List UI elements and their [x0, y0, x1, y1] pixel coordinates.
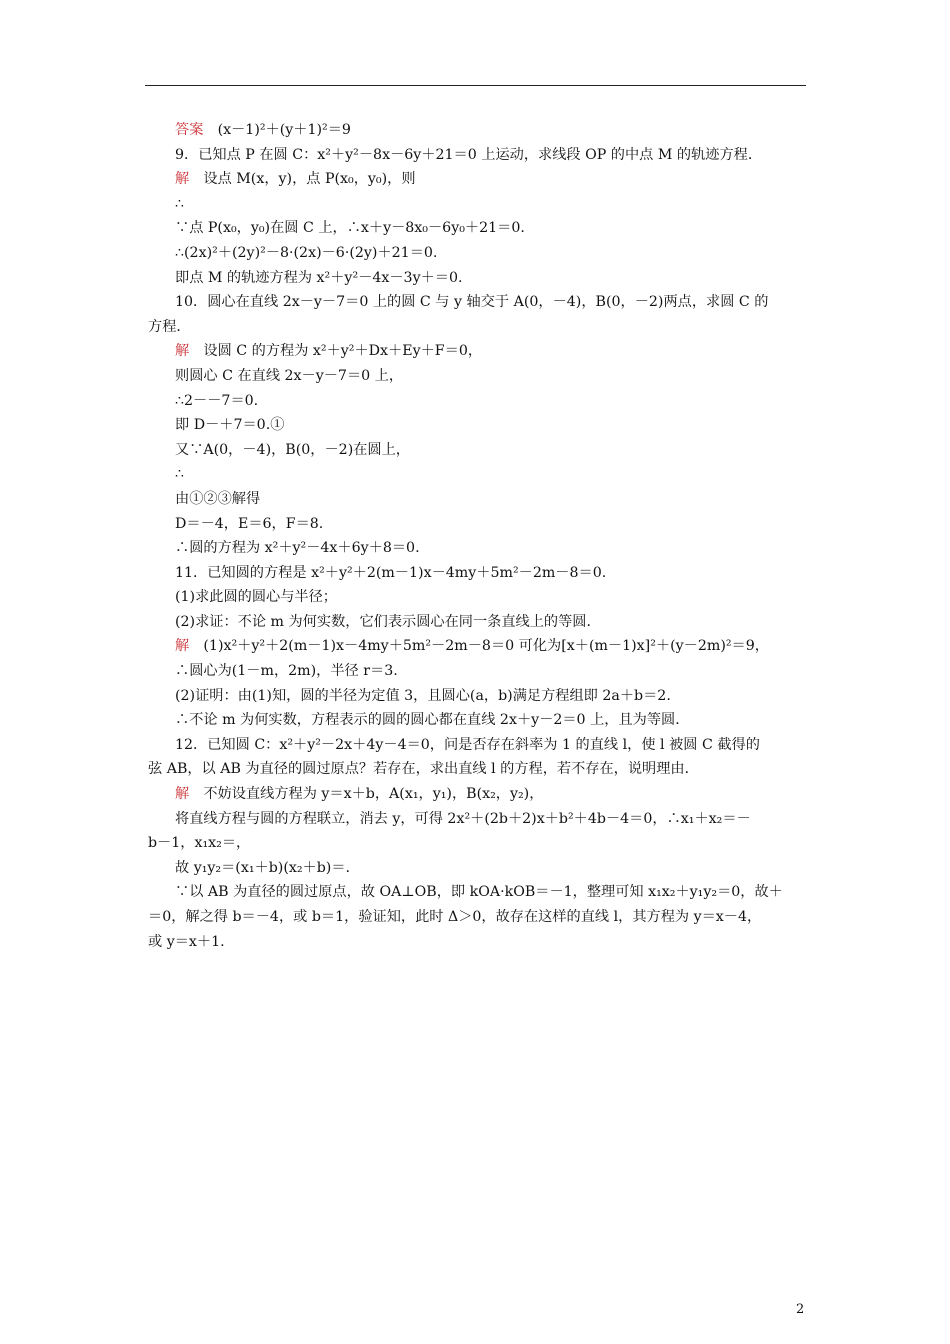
line-text: 9．已知点 P 在圆 C：x²＋y²－8x－6y＋21＝0 上运动，求线段 OP 的中点 M 的轨迹方程． [175, 146, 763, 163]
text-line [148, 634, 808, 659]
text-line [148, 610, 808, 635]
solution-label: 解 [175, 171, 190, 188]
line-text: 不妨设直线方程为 y＝x＋b，A(x₁，y₁)，B(x₂，y₂)， [189, 786, 544, 803]
line-text: (2)证明：由(1)知，圆的半径为定值 3，且圆心(a，b)满足方程组即 2a＋b＝2. [175, 687, 671, 704]
line-text: ∴(2x)²＋(2y)²－8·(2x)－6·(2y)＋21＝0. [175, 244, 438, 261]
line-text: ∵点 P(x₀，y₀)在圆 C 上，∴x＋y－8x₀－6y₀＋21＝0. [175, 220, 525, 237]
text-line [148, 266, 808, 291]
text-line [148, 684, 808, 709]
line-text: b－1，x₁x₂＝， [148, 835, 251, 852]
text-line [148, 757, 808, 782]
line-text: 弦 AB，以 AB 为直径的圆过原点？若存在，求出直线 l 的方程，若不存在，说明理由． [148, 761, 699, 778]
line-text: ∴圆心为(1－m，2m)，半径 r＝3. [175, 663, 398, 680]
text-line [148, 413, 808, 438]
solution-label: 解 [175, 638, 190, 655]
line-text: 或 y＝x＋1. [148, 933, 225, 950]
line-text: 又∵A(0，－4)，B(0，－2)在圆上， [175, 441, 410, 458]
text-line [148, 241, 808, 266]
text-line [148, 364, 808, 389]
text-line [148, 315, 808, 340]
text-line [148, 880, 808, 905]
text-line [148, 143, 808, 168]
line-text: 11．已知圆的方程是 x²＋y²＋2(m－1)x－4my＋5m²－2m－8＝0. [175, 564, 607, 581]
line-text: 设圆 C 的方程为 x²＋y²＋Dx＋Ey＋F＝0， [189, 343, 483, 360]
text-line [148, 733, 808, 758]
line-text: ∴不论 m 为何实数，方程表示的圆的圆心都在直线 2x＋y－2＝0 上，且为等圆． [175, 712, 690, 729]
text-line [148, 708, 808, 733]
text-line [148, 512, 808, 537]
text-line [148, 438, 808, 463]
line-text: ∴2－－7＝0. [175, 392, 259, 409]
line-text: 故 y₁y₂＝(x₁＋b)(x₂＋b)＝. [175, 859, 351, 876]
text-line [148, 856, 808, 881]
text-line [148, 216, 808, 241]
line-text: 方程． [148, 318, 191, 335]
text-line [148, 389, 808, 414]
text-line [148, 930, 808, 955]
line-text: (2)求证：不论 m 为何实数，它们表示圆心在同一条直线上的等圆． [175, 613, 601, 630]
line-text: 设点 M(x，y)，点 P(x₀，y₀)，则 [189, 171, 416, 188]
line-text: 则圆心 C 在直线 2x－y－7＝0 上， [175, 367, 404, 384]
text-line [148, 118, 808, 143]
line-text: ∴ [175, 466, 185, 483]
line-text: ＝0，解之得 b＝－4，或 b＝1，验证知，此时 Δ＞0，故存在这样的直线 l，其方程为 y＝x－4， [148, 909, 762, 925]
text-line [148, 807, 808, 832]
line-text: ∵以 AB 为直径的圆过原点，故 OA⊥OB，即 kOA·kOB＝－1，整理可知 x₁x₂＋y₁y₂＝0，故＋ [175, 884, 783, 901]
line-text: 即 D－＋7＝0.① [175, 417, 285, 434]
text-line [148, 487, 808, 512]
solution-label: 解 [175, 343, 190, 360]
text-line [148, 192, 808, 217]
document-body [148, 118, 808, 954]
line-text: 即点 M 的轨迹方程为 x²＋y²－4x－3y＋＝0. [175, 269, 463, 286]
line-text: (1)求此圆的圆心与半径； [175, 589, 337, 606]
text-line [148, 536, 808, 561]
line-text: 10．圆心在直线 2x－y－7＝0 上的圆 C 与 y 轴交于 A(0，－4)，B(0，－2)两点，求圆 C 的 [175, 294, 769, 311]
line-text: (x－1)²＋(y＋1)²＝9 [203, 122, 351, 138]
text-line [148, 782, 808, 807]
text-line [148, 831, 808, 856]
line-text: 由①②③解得 [175, 490, 261, 507]
line-text: ∴圆的方程为 x²＋y²－4x＋6y＋8＝0. [175, 540, 420, 557]
solution-label: 答案 [175, 122, 204, 138]
page-number: 2 [796, 1302, 805, 1317]
text-line [148, 462, 808, 487]
text-line [148, 659, 808, 684]
line-text: ∴ [175, 195, 185, 212]
text-line [148, 905, 808, 930]
text-line [148, 290, 808, 315]
solution-label: 解 [175, 786, 190, 803]
header-rule [145, 85, 806, 86]
text-line [148, 167, 808, 192]
text-line [148, 561, 808, 586]
line-text: D＝－4，E＝6，F＝8. [175, 515, 324, 532]
line-text: 将直线方程与圆的方程联立，消去 y，可得 2x²＋(2b＋2)x＋b²＋4b－4＝0，∴x₁＋x₂＝－ [175, 810, 751, 827]
line-text: 12．已知圆 C：x²＋y²－2x＋4y－4＝0，问是否存在斜率为 1 的直线 l，使 l 被圆 C 截得的 [175, 736, 760, 753]
text-line [148, 585, 808, 610]
line-text: (1)x²＋y²＋2(m－1)x－4my＋5m²－2m－8＝0 可化为[x＋(m－1)x]²＋(y－2m)²＝9， [189, 638, 769, 655]
text-line [148, 339, 808, 364]
